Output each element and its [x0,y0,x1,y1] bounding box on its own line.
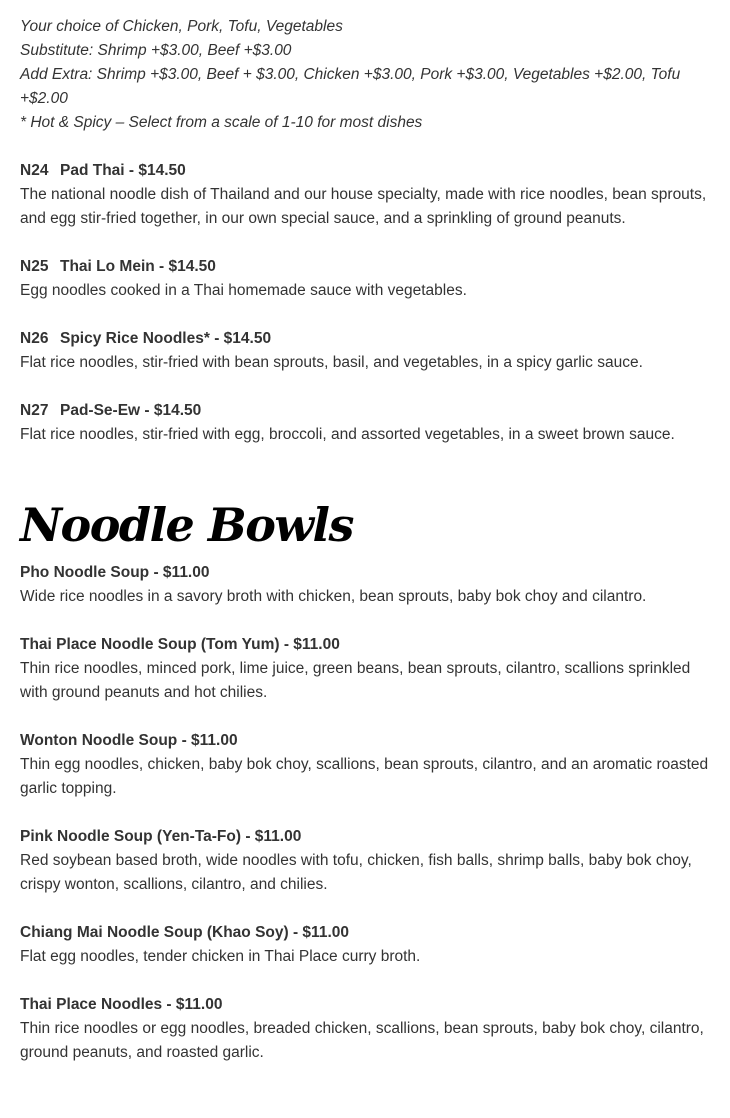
menu-item-description: The national noodle dish of Thailand and our house specialty, made with rice noodles, bean sprouts, and egg stir-fried together, in our own special sauce, and a sprinkling of ground peanuts. [20,186,707,227]
menu-item-name-price: Pho Noodle Soup - $11.00 [20,564,210,581]
menu-item-name-price: Spicy Rice Noodles* - $14.50 [60,330,272,347]
menu-item-description: Thin rice noodles or egg noodles, breaded chicken, scallions, bean sprouts, baby bok choy, cilantro, ground peanuts, and roasted garlic. [20,1020,704,1061]
options-notes [20,15,710,135]
menu-item-description: Flat egg noodles, tender chicken in Thai Place curry broth. [20,948,421,965]
protein-choice-note: Your choice of Chicken, Pork, Tofu, Vegetables [20,18,343,35]
menu-item-wonton [20,729,710,801]
menu-item-code: N27 [20,402,49,419]
menu-item-khao-soy [20,921,710,969]
menu-item-name-price: Chiang Mai Noodle Soup (Khao Soy) - $11.00 [20,924,349,941]
menu-item-code: N24 [20,162,49,179]
menu-item-n27 [20,399,710,447]
menu-item-description: Wide rice noodles in a savory broth with chicken, bean sprouts, baby bok choy and cilantro. [20,588,647,605]
menu-item-description: Flat rice noodles, stir-fried with bean sprouts, basil, and vegetables, in a spicy garlic sauce. [20,354,643,371]
menu-item-n26 [20,327,710,375]
menu-item-yen-ta-fo [20,825,710,897]
noodle-dishes-list [20,159,710,447]
add-extra-note: Add Extra: Shrimp +$3.00, Beef + $3.00, Chicken +$3.00, Pork +$3.00, Vegetables +$2.00, Tofu +$2.00 [20,66,681,107]
menu-item-title [20,255,710,279]
menu-item-thai-place-noodles [20,993,710,1065]
noodle-bowls-list [20,561,710,1065]
menu-item-name-price: Thai Lo Mein - $14.50 [60,258,216,275]
menu-item-title [20,399,710,423]
menu-item-name-price: Pad-Se-Ew - $14.50 [60,402,202,419]
menu-item-title [20,327,710,351]
menu-item-pho [20,561,710,609]
menu-item-name-price: Pad Thai - $14.50 [60,162,186,179]
menu-item-name-price: Thai Place Noodles - $11.00 [20,996,223,1013]
menu-item-code: N26 [20,330,49,347]
menu-page [20,15,710,1065]
menu-item-n24 [20,159,710,231]
menu-item-name-price: Wonton Noodle Soup - $11.00 [20,732,238,749]
menu-item-description: Red soybean based broth, wide noodles with tofu, chicken, fish balls, shrimp balls, baby bok choy, crispy wonton, scallions, cilantro, and chilies. [20,852,692,893]
menu-item-description: Flat rice noodles, stir-fried with egg, broccoli, and assorted vegetables, in a sweet brown sauce. [20,426,675,443]
menu-item-n25 [20,255,710,303]
menu-item-tom-yum [20,633,710,705]
menu-item-title [20,159,710,183]
menu-item-name-price: Pink Noodle Soup (Yen-Ta-Fo) - $11.00 [20,828,302,845]
menu-item-description: Thin egg noodles, chicken, baby bok choy, scallions, bean sprouts, cilantro, and an aromatic roasted garlic topping. [20,756,709,797]
substitute-note: Substitute: Shrimp +$3.00, Beef +$3.00 [20,42,292,59]
section-heading-noodle-bowls: Noodle Bowls [20,498,353,552]
menu-item-name-price: Thai Place Noodle Soup (Tom Yum) - $11.00 [20,636,340,653]
menu-item-description: Egg noodles cooked in a Thai homemade sauce with vegetables. [20,282,467,299]
menu-item-code: N25 [20,258,49,275]
menu-item-description: Thin rice noodles, minced pork, lime juice, green beans, bean sprouts, cilantro, scallions sprinkled with ground peanuts and hot chilies. [20,660,691,701]
spicy-note: * Hot & Spicy – Select from a scale of 1-10 for most dishes [20,114,423,131]
